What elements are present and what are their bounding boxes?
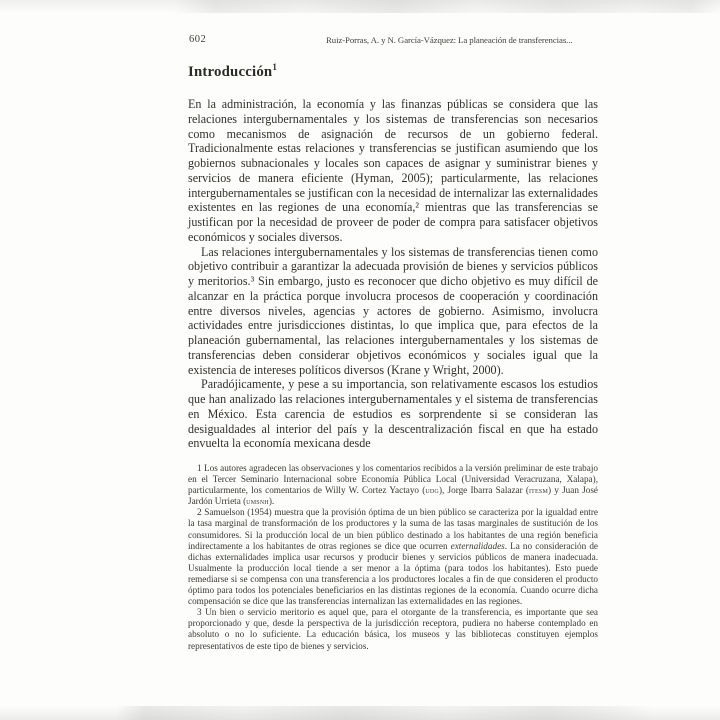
section-heading-text: Introducción xyxy=(188,64,273,80)
running-title: Ruiz-Porras, A. y N. García-Vázquez: La planeación de transferencias... xyxy=(326,35,573,45)
paragraph-intro-3: Paradójicamente, y pese a su importancia, son relativamente escasos los estudios que han analizado las relaciones intergubernamentales y el sistema de transferencias en México. Esta carencia de estudios es sorprendente si se consideran las desigualdades al interior del país y la descentralización fiscal en que ha estado envuelta la economía mexicana desde xyxy=(188,377,598,451)
paragraph-intro-2: Las relaciones intergubernamentales y los sistemas de transferencias tienen como objetivo contribuir a garantizar la adecuada provisión de bienes y servicios públicos y meritorios.³ Sin embargo, justo es reconocer que dicho objetivo es muy difícil de alcanzar en la práctica porque involucra procesos de cooperación y coordinación entre diversos niveles, agencias y actores de gobierno. Asimismo, involucra actividades entre jurisdicciones distintas, lo que implica que, para efectos de la planeación gubernamental, las relaciones intergubernamentales y los sistemas de transferencias deben considerar objetivos económicos y sociales igual que la existencia de intereses políticos diversos (Krane y Wright, 2000). xyxy=(188,244,598,377)
heading-footnote-ref: 1 xyxy=(272,62,278,73)
body-text xyxy=(188,97,598,451)
scan-artifact-bottom xyxy=(0,706,720,720)
running-head xyxy=(188,34,598,48)
footnote-3: 3 Un bien o servicio meritorio es aquel que, para el otorgante de la transferencia, es importante que sea proporcionado y que, desde la perspectiva de la jurisdicción receptora, pudiera no haberse contemplado en absoluto o no lo suficiente. La educación básica, los museos y las bibliotecas constituyen ejemplos representativos de este tipo de bienes y servicios. xyxy=(188,607,598,651)
paragraph-intro-1: En la administración, la economía y las finanzas públicas se considera que las relaciones intergubernamentales y los sistemas de transferencias son necesarios como mecanismos de asignación de recursos de un gobierno federal. Tradicionalmente estas relaciones y transferencias se justifican asumiendo que los gobiernos subnacionales y locales son capaces de asignar y suministrar bienes y servicios de manera eficiente (Hyman, 2005); particularmente, las relaciones intergubernamentales se justifican con la necesidad de internalizar las externalidades existentes en las regiones de una economía,² mientras que las transferencias se justifican por la necesidad de proveer de poder de compra para satisfacer objetivos económicos y sociales diversos. xyxy=(188,97,598,244)
footnote-1: 1 Los autores agradecen las observaciones y los comentarios recibidos a la versión preliminar de este trabajo en el Tercer Seminario Internacional sobre Economía Pública Local (Universidad Veracruzana, Xalapa), particularmente, los comentarios de Willy W. Cortez Yactayo (udg), Jorge Ibarra Salazar (itesm) y Juan José Jardón Urrieta (umsnh). xyxy=(188,463,598,507)
page-content xyxy=(188,0,598,652)
footnote-2: 2 Samuelson (1954) muestra que la provisión óptima de un bien público se caracteriza por la igualdad entre la tasa marginal de transformación de los productores y la suma de las tasas marginales de sustitución de los consumidores. Si la producción local de un bien público destinado a los habitantes de una región beneficia indirectamente a los habitantes de otras regiones se dice que ocurren externalidades. La no consideración de dichas externalidades implica usar recursos y producir bienes y servicios públicos de manera inadecuada. Usualmente la producción local tiende a ser menor a la óptima (para todos los habitantes). Esto puede remediarse si se compensa con una transferencia a los productores locales a fin de que consideren el producto óptimo para todos los potenciales beneficiarios en las distintas regiones de la economía. Cuando ocurre dicha compensación se dice que las transferencias internalizan las externalidades en las regiones. xyxy=(188,507,598,607)
page-number: 602 xyxy=(189,34,207,45)
section-heading xyxy=(188,63,598,81)
footnotes xyxy=(188,463,598,652)
